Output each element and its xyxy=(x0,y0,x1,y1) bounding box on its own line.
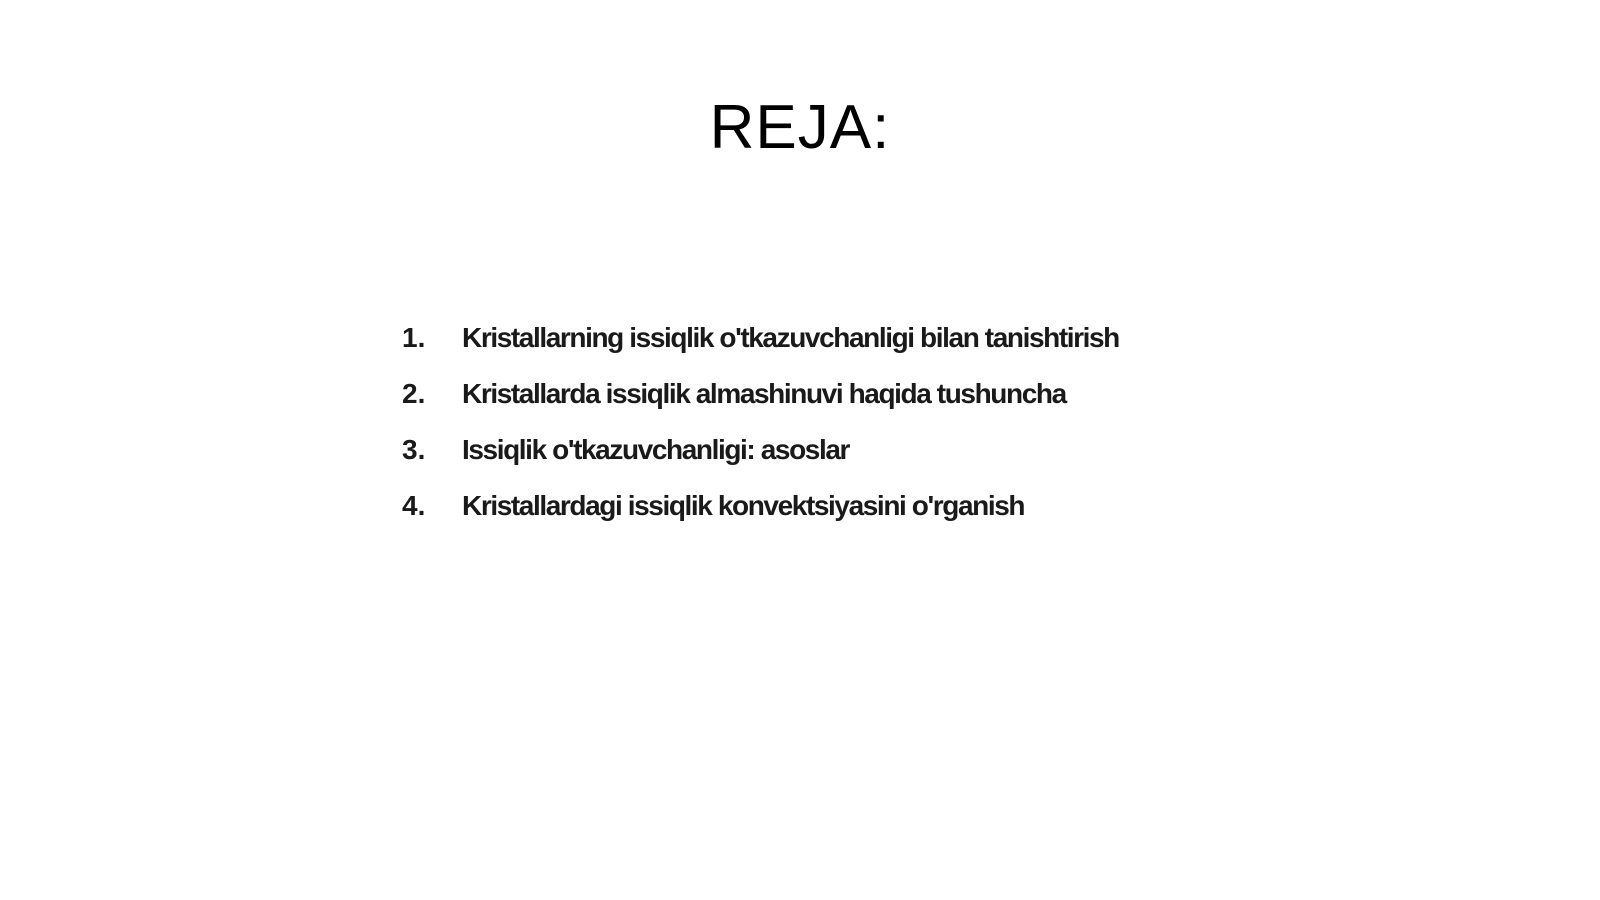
list-item-text: Kristallarda issiqlik almashinuvi haqida tushuncha xyxy=(462,378,1066,409)
list-item-number: 2. xyxy=(402,378,426,409)
list-item xyxy=(402,434,1119,490)
list-item-number: 1. xyxy=(402,322,426,353)
list-item xyxy=(402,322,1119,378)
list-item-number: 3. xyxy=(402,434,426,465)
list-item-number: 4. xyxy=(402,490,426,521)
list-item-text: Kristallardagi issiqlik konvektsiyasini o'rganish xyxy=(462,490,1025,521)
list-item xyxy=(402,490,1119,546)
slide-title: REJA: xyxy=(709,93,891,162)
list-item-text: Issiqlik o'tkazuvchanligi: asoslar xyxy=(462,434,849,465)
agenda-list xyxy=(402,322,1119,546)
list-item xyxy=(402,378,1119,434)
list-item-text: Kristallarning issiqlik o'tkazuvchanligi bilan tanishtirish xyxy=(462,322,1119,353)
